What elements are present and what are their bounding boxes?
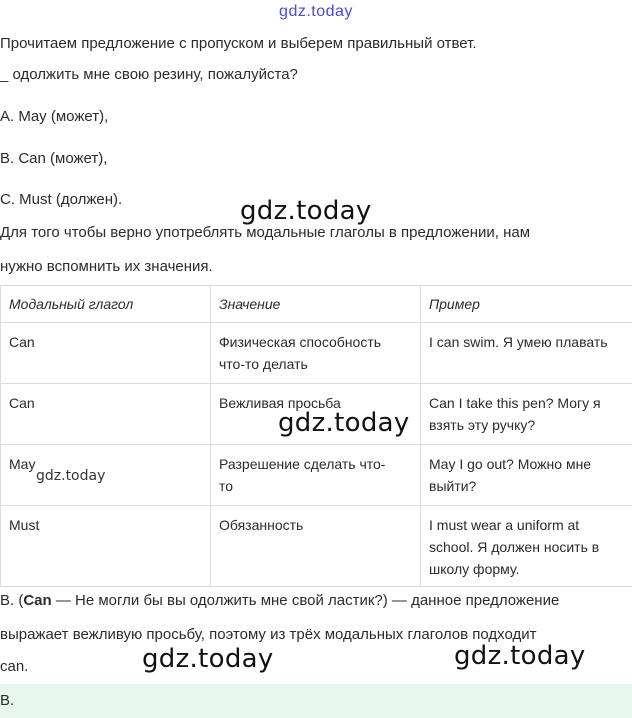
watermark: gdz.today bbox=[454, 641, 586, 671]
cell-text: то bbox=[219, 478, 234, 494]
table-row bbox=[1, 506, 632, 587]
cell-text: I must wear a uniform at bbox=[429, 517, 580, 533]
cell-text: Физическая способность bbox=[219, 334, 382, 350]
conclusion-prefix: B. ( bbox=[0, 592, 24, 609]
header-example: Пример bbox=[421, 286, 632, 323]
cell-verb bbox=[1, 323, 211, 384]
cell-text: Разрешение сделать что- bbox=[219, 456, 386, 472]
conclusion-bold-verb: Can bbox=[23, 592, 52, 609]
cell-meaning bbox=[211, 323, 421, 384]
cell-text: Обязанность bbox=[219, 517, 304, 533]
explain-line-2: нужно вспомнить их значения. bbox=[0, 258, 213, 275]
cell-verb bbox=[1, 384, 211, 445]
header-meaning: Значение bbox=[211, 286, 421, 323]
table-header-row bbox=[1, 286, 632, 323]
cell-text: Can bbox=[9, 334, 35, 350]
cell-text: Вежливая просьба bbox=[219, 395, 341, 411]
option-a: A. May (может), bbox=[0, 108, 109, 125]
question-text: _ одолжить мне свою резину, пожалуйста? bbox=[0, 66, 298, 83]
conclusion-line-3: can. bbox=[0, 658, 29, 675]
cell-verb bbox=[1, 506, 211, 587]
watermark: gdz.today bbox=[142, 644, 274, 674]
explain-line-1: Для того чтобы верно употреблять модальные глаголы в предложении, нам bbox=[0, 224, 531, 241]
answer-text: B. bbox=[0, 692, 15, 709]
cell-text: school. Я должен носить в bbox=[429, 539, 600, 555]
watermark: gdz.today bbox=[240, 196, 372, 226]
cell-text: выйти? bbox=[429, 478, 477, 494]
cell-text: что-то делать bbox=[219, 356, 308, 372]
cell-text: May I go out? Можно мне bbox=[429, 456, 592, 472]
answer-box bbox=[0, 684, 632, 718]
cell-example bbox=[421, 506, 632, 587]
cell-example bbox=[421, 445, 632, 506]
header-modal-verb: Модальный глагол bbox=[1, 286, 211, 323]
conclusion-line-1 bbox=[0, 590, 559, 612]
cell-verb bbox=[1, 445, 211, 506]
conclusion-line-2: выражает вежливую просьбу, поэтому из трёх модальных глаголов подходит bbox=[0, 626, 537, 643]
cell-example bbox=[421, 384, 632, 445]
cell-text: I can swim. Я умею плавать bbox=[429, 334, 608, 350]
cell-meaning bbox=[211, 506, 421, 587]
top-watermark: gdz.today bbox=[279, 3, 353, 20]
option-c: C. Must (должен). bbox=[0, 191, 123, 208]
watermark: gdz.today bbox=[278, 408, 410, 438]
conclusion-rest: — Не могли бы вы одолжить мне свой ластик?) — данное предложение bbox=[51, 592, 560, 609]
cell-meaning bbox=[211, 445, 421, 506]
cell-text: Must bbox=[9, 517, 40, 533]
option-b: B. Can (может), bbox=[0, 150, 108, 167]
cell-text: Can I take this pen? Могу я bbox=[429, 395, 601, 411]
intro-text: Прочитаем предложение с пропуском и выберем правильный ответ. bbox=[0, 35, 477, 52]
cell-text: May bbox=[9, 456, 36, 472]
table-row bbox=[1, 323, 632, 384]
cell-text: взять эту ручку? bbox=[429, 417, 536, 433]
watermark: gdz.today bbox=[36, 468, 106, 484]
cell-text: Can bbox=[9, 395, 35, 411]
cell-text: школу форму. bbox=[429, 561, 520, 577]
cell-example bbox=[421, 323, 632, 384]
